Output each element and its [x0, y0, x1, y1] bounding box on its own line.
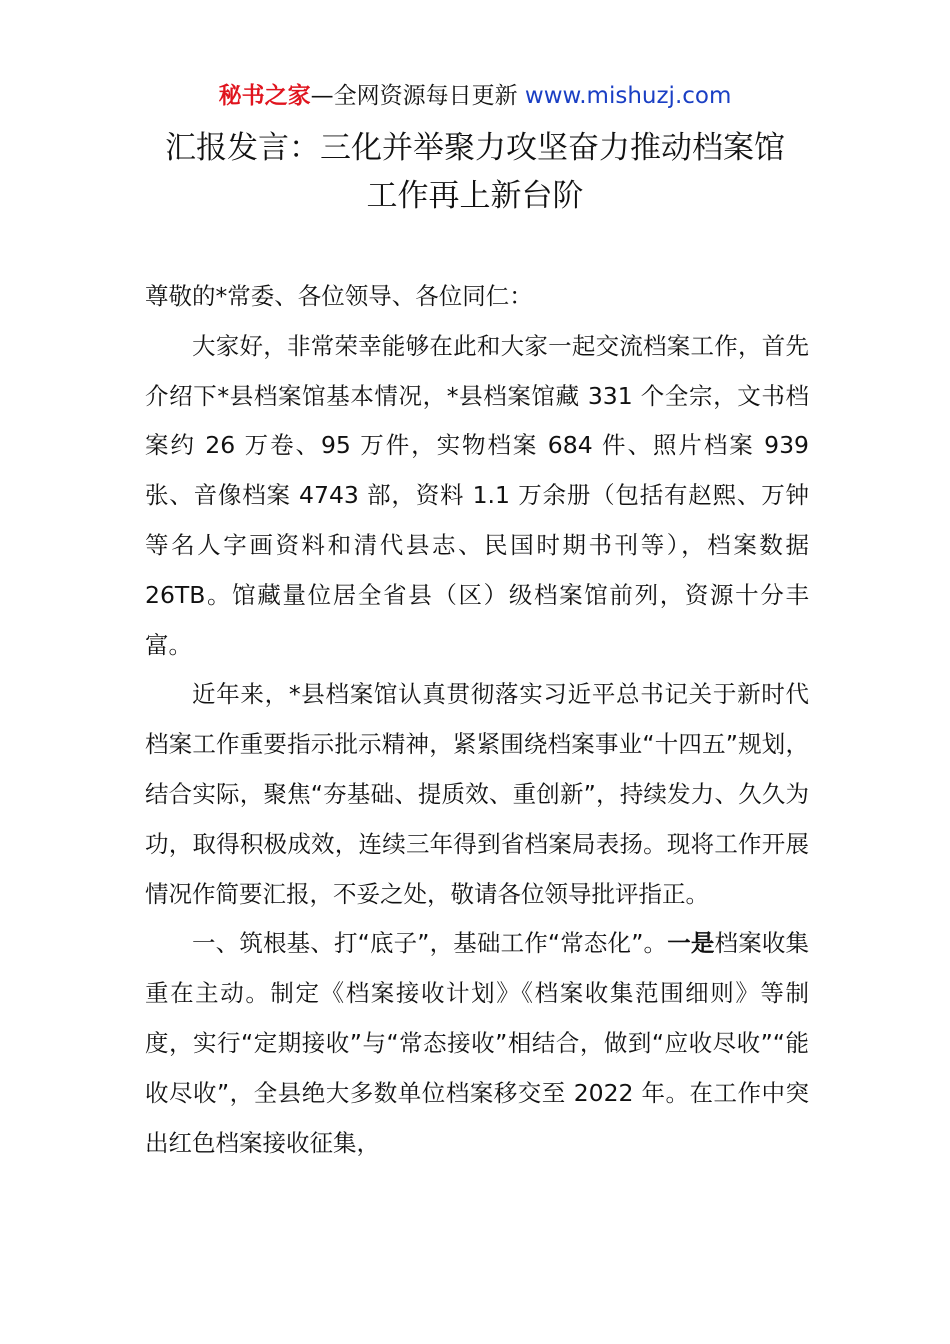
paragraph-intro: 大家好，非常荣幸能够在此和大家一起交流档案工作，首先介绍下*县档案馆基本情况，*县档案馆藏 331 个全宗，文书档案约 26 万卷、95 万件，实物档案 684 件、照片档案 939 张、音像档案 4743 部，资料 1.1 万余册（包括有赵熙、万钟等名人字画资料和清代县志、民国时期书刊等），档案数据 26TB。馆藏量位居全省县（区）级档案馆前列，资源十分丰富。 [145, 331, 809, 659]
point-one-label: 一是 [667, 929, 715, 958]
banner-url[interactable]: www.mishuzj.com [524, 83, 732, 109]
paragraph-overview: 近年来，*县档案馆认真贯彻落实习近平总书记关于新时代档案工作重要指示批示精神，紧紧围绕档案事业“十四五”规划，结合实际，聚焦“夯基础、提质效、重创新”，持续发力、久久为功，取得积极成效，连续三年得到省档案局表扬。现将工作开展情况作简要汇报，不妥之处，敬请各位领导批评指正。 [145, 680, 809, 908]
paragraph-section-one [145, 919, 809, 1168]
document-body [145, 272, 809, 1168]
title-line-2: 工作再上新台阶 [366, 178, 584, 214]
title-line-1: 汇报发言：三化并举聚力攻坚奋力推动档案馆 [165, 130, 785, 166]
banner-tagline: —全网资源每日更新 [310, 83, 525, 109]
document-title [100, 124, 850, 220]
brand-name: 秘书之家 [218, 83, 311, 109]
section-one-text: 档案收集重在主动。制定《档案接收计划》《档案收集范围细则》等制度，实行“定期接收”与“常态接收”相结合，做到“应收尽收”“能收尽收”，全县绝大多数单位档案移交至 2022 年。在工作中突出红色档案接收征集， [145, 929, 810, 1157]
salutation: 尊敬的*常委、各位领导、各位同仁： [145, 282, 533, 310]
site-banner [0, 80, 950, 112]
section-one-heading: 一、筑根基、打“底子”，基础工作“常态化”。 [192, 929, 668, 958]
